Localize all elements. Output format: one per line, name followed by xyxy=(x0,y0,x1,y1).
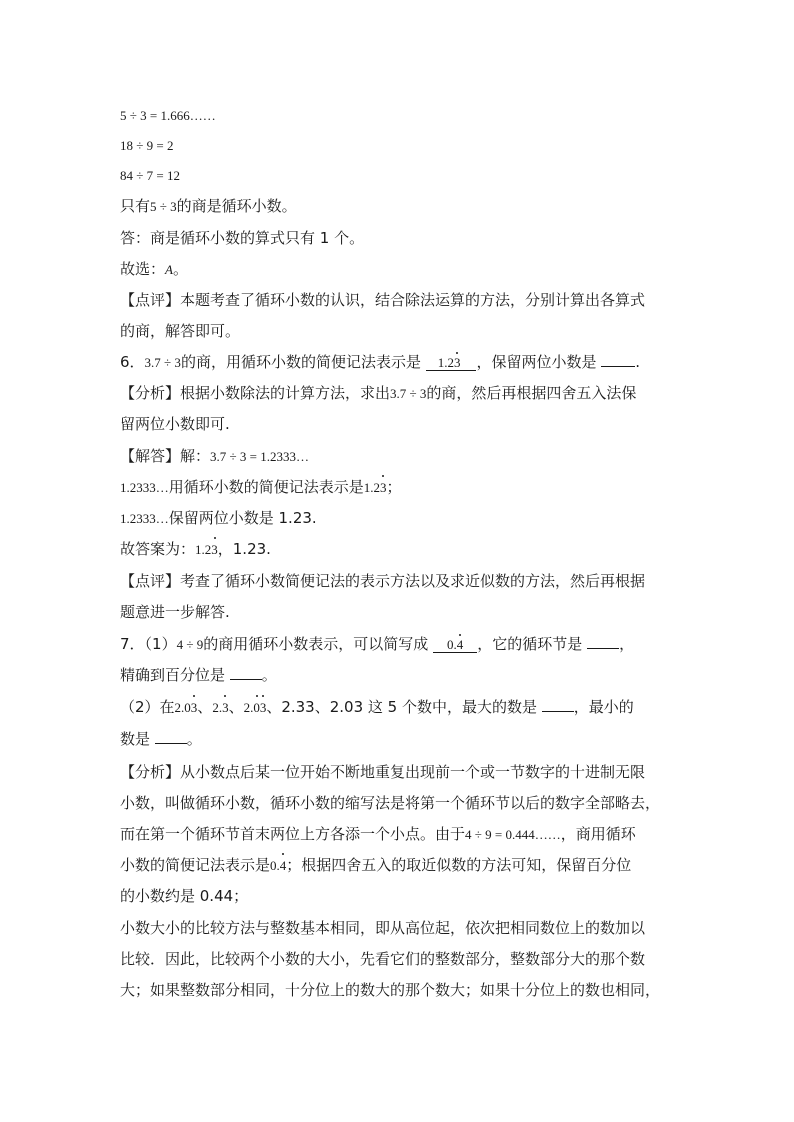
analysis-line: 比较．因此，比较两个小数的大小，先看它们的整数部分，整数部分大的那个数 xyxy=(120,950,646,968)
text: 【分析】根据小数除法的计算方法，求出 xyxy=(120,384,391,402)
text: 、 xyxy=(197,698,213,716)
choice-letter: A xyxy=(165,262,173,277)
text: 用循环小数的简便记法表示是 xyxy=(168,478,364,496)
text: 的商，用循环小数的简便记法表示是 xyxy=(180,353,421,371)
repeating-digit: 3 xyxy=(222,698,229,718)
text: 故答案为： xyxy=(120,540,196,558)
equation-line xyxy=(120,105,684,126)
answer-blank xyxy=(155,743,187,744)
analysis-line xyxy=(120,824,684,845)
text: 。 xyxy=(186,730,202,748)
solution-line xyxy=(120,446,684,467)
text: ， xyxy=(619,635,635,653)
answer-blank xyxy=(542,711,574,712)
analysis-line: 大；如果整数部分相同，十分位上的数大的那个数大；如果十分位上的数也相同， xyxy=(120,981,661,999)
question-line xyxy=(120,697,684,718)
comment-line: 题意进一步解答. xyxy=(120,603,230,621)
analysis-line xyxy=(120,383,684,404)
answer-blank xyxy=(433,637,477,653)
math-expression: 3.7 ÷ 3 xyxy=(144,355,181,370)
text: ，它的循环节是 xyxy=(477,635,583,653)
text: 故选： xyxy=(120,260,166,278)
text: 。 xyxy=(261,666,277,684)
analysis-line: 【分析】从小数点后某一位开始不断地重复出现前一个或一节数字的十进制无限 xyxy=(120,763,646,781)
answer-value: 0. xyxy=(447,637,457,652)
analysis-line: 小数，叫做循环小数，循环小数的缩写法是将第一个循环节以后的数字全部略去， xyxy=(120,794,661,812)
question-6 xyxy=(120,352,684,373)
equation-line xyxy=(120,135,684,156)
text: 而在第一个循环节首末两位上方各添一个小点。由于 xyxy=(120,825,466,843)
text: 的商用循环小数表示，可以简写成 xyxy=(203,635,429,653)
analysis-line xyxy=(120,855,684,876)
repeating-digit: 3 xyxy=(453,355,461,370)
solution-line xyxy=(120,508,684,529)
repeating-digit: 0 xyxy=(253,698,260,718)
text: ，最小的 xyxy=(573,698,634,716)
equation: 18 ÷ 9 = 2 xyxy=(120,138,174,153)
question-line xyxy=(120,729,684,749)
answer-blank xyxy=(587,648,619,649)
math-expression: 4 ÷ 9 = 0.444…… xyxy=(465,827,561,842)
text: ； xyxy=(386,478,402,496)
text: ，保留两位小数是 xyxy=(476,353,597,371)
repeating-digit: 4 xyxy=(280,856,287,876)
text: 数是 xyxy=(120,730,151,748)
text: 精确到百分位是 xyxy=(120,666,226,684)
answer-blank xyxy=(601,366,635,367)
analysis-line: 留两位小数即可. xyxy=(120,415,230,433)
text: 。 xyxy=(172,260,188,278)
text: 小数的简便记法表示是 xyxy=(120,856,271,874)
math-value: 1.2 xyxy=(195,542,212,557)
equation-line xyxy=(120,165,684,186)
text: （2）在 xyxy=(120,698,175,716)
answer-blank xyxy=(426,355,477,371)
analysis-line: 小数大小的比较方法与整数基本相同，即从高位起，依次把相同数位上的数加以 xyxy=(120,919,646,937)
comment-line: 的商，解答即可。 xyxy=(120,322,241,340)
math-expression: 1.2333… xyxy=(120,511,169,526)
choice-line xyxy=(120,259,684,280)
math-expression: 3.7 ÷ 3 xyxy=(390,386,427,401)
repeating-digit: 3 xyxy=(191,698,198,718)
text: 、2.33、2.03 这 5 个数中，最大的数是 xyxy=(266,698,537,716)
math-expression: 1.2333… xyxy=(120,480,169,495)
text: 、 xyxy=(228,698,244,716)
repeating-digit: 3 xyxy=(380,478,387,498)
math-value: 2.0 xyxy=(174,700,191,715)
equation: 84 ÷ 7 = 12 xyxy=(120,168,180,183)
question-number: 7．（1） xyxy=(120,635,177,653)
math-expression: 5 ÷ 3 xyxy=(150,199,177,214)
question-7 xyxy=(120,634,684,655)
final-answer-line xyxy=(120,539,684,560)
comment-line: 【点评】本题考查了循环小数的认识，结合除法运算的方法，分别计算出各算式 xyxy=(120,291,646,309)
text: 只有 xyxy=(120,197,151,215)
math-value: 1.2 xyxy=(363,480,381,495)
text: 保留两位小数是 1.23. xyxy=(168,509,317,527)
comment-line: 【点评】考查了循环小数简便记法的表示方法以及求近似数的方法，然后再根据 xyxy=(120,572,646,590)
math-expression: 3.7 ÷ 3 = 1.2333… xyxy=(210,449,309,464)
equation: 5 ÷ 3 = 1.666…… xyxy=(120,108,216,123)
text: 的商，然后再根据四舍五入法保 xyxy=(426,384,637,402)
answer-blank xyxy=(230,679,262,680)
question-number: 6． xyxy=(120,353,145,371)
text: . xyxy=(635,353,641,371)
math-expression: 4 ÷ 9 xyxy=(176,637,204,652)
answer-value: 1.2 xyxy=(437,355,454,370)
question-line xyxy=(120,665,684,685)
solution-line xyxy=(120,477,684,498)
text: ；根据四舍五入的取近似数的方法可知，保留百分位 xyxy=(286,856,632,874)
math-value: 2. xyxy=(212,700,223,715)
math-value: 2. xyxy=(243,700,254,715)
math-value: 0. xyxy=(270,858,280,873)
text: ，1.23. xyxy=(217,540,271,558)
repeating-digit: 3 xyxy=(211,540,218,560)
answer-line: 答：商是循环小数的算式只有 1 个。 xyxy=(120,229,365,247)
repeating-digit: 4 xyxy=(456,637,464,652)
text: 【解答】解： xyxy=(120,447,211,465)
text: ，商用循环 xyxy=(560,825,636,843)
repeating-digit: 3 xyxy=(260,698,267,718)
analysis-line: 的小数约是 0.44； xyxy=(120,887,249,905)
text-line xyxy=(120,196,684,217)
text: 的商是循环小数。 xyxy=(176,197,297,215)
